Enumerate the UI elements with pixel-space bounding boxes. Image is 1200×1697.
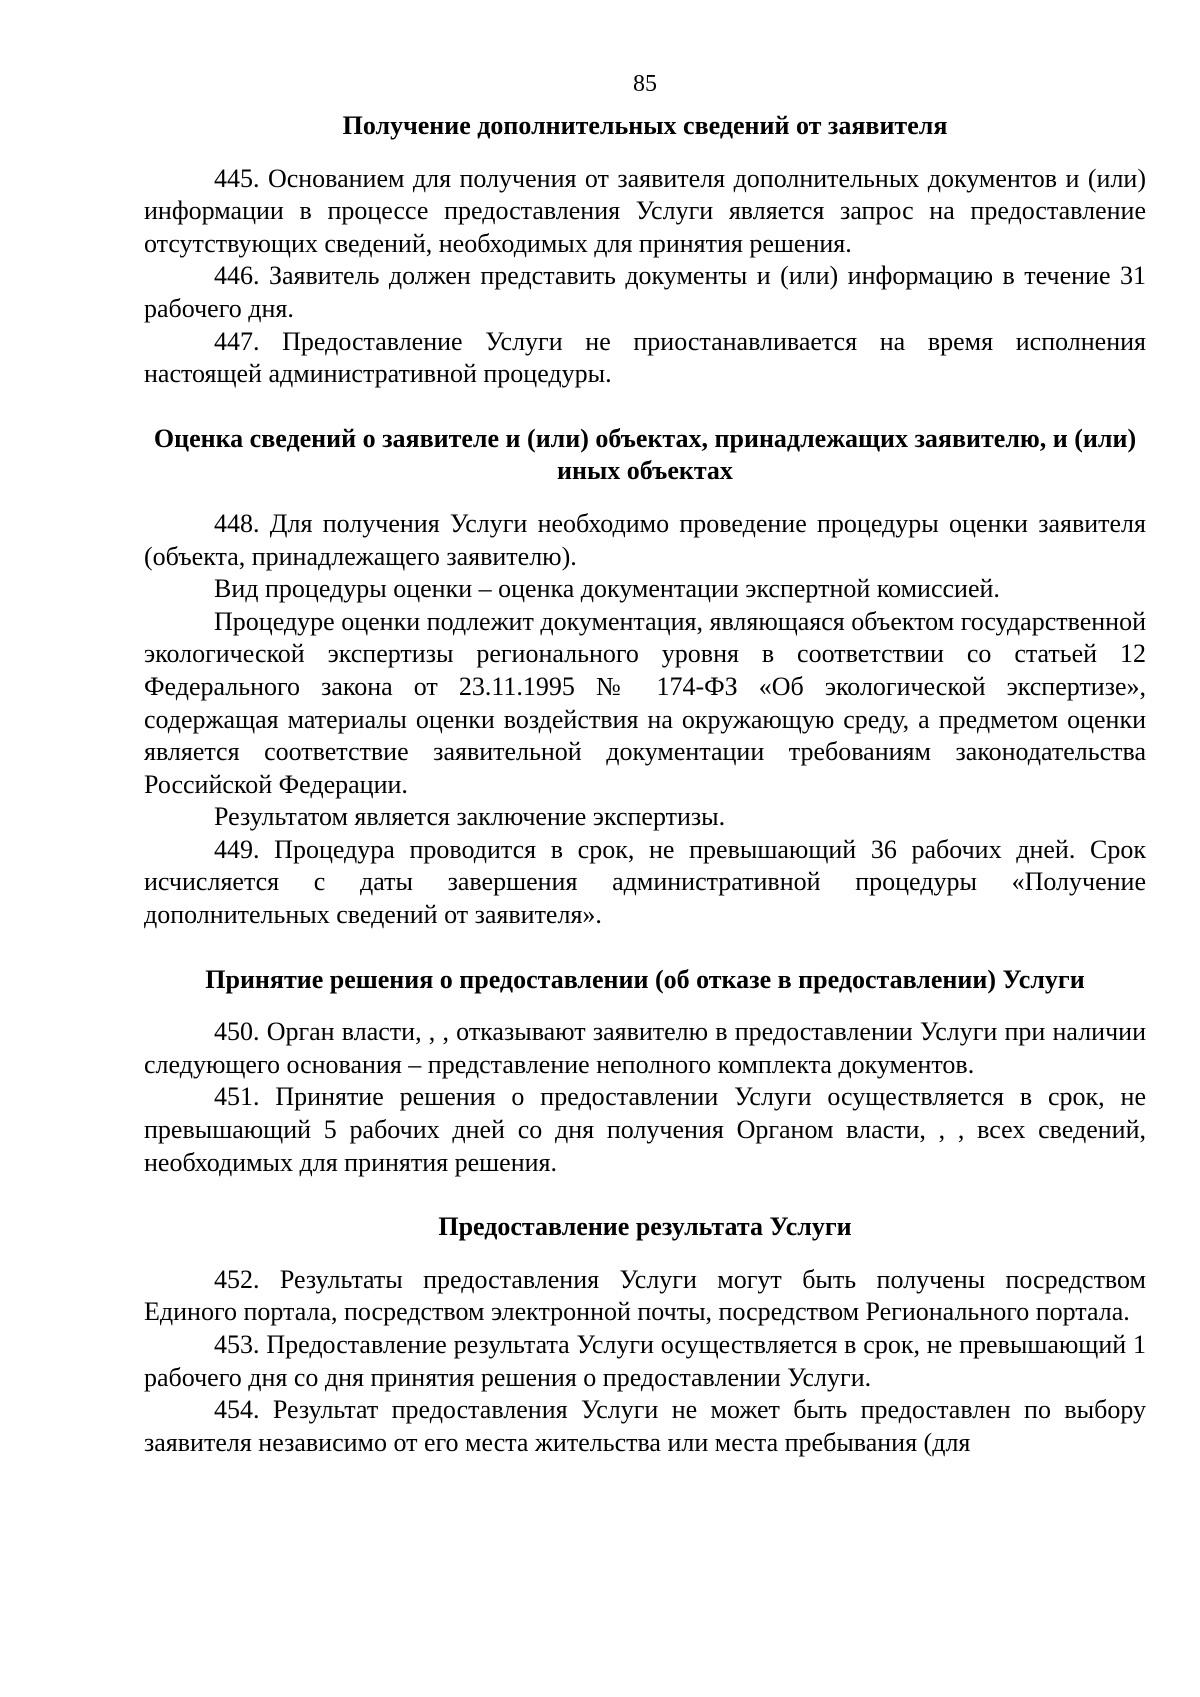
section-heading: Оценка сведений о заявителе и (или) объектах, принадлежащих заявителю, и (или) иных объектах (153, 423, 1137, 486)
paragraph: 452. Результаты предоставления Услуги могут быть получены посредством Единого портала, посредством электронной почты, посредством Регионального портала. (144, 1264, 1146, 1327)
paragraph: 449. Процедура проводится в срок, не превышающий 36 рабочих дней. Срок исчисляется с даты завершения административной процедуры «Получение дополнительных сведений от заявителя». (144, 834, 1146, 930)
section-assessment (144, 423, 1146, 932)
paragraph: 450. Орган власти, , , отказывают заявителю в предоставлении Услуги при наличии следующего основания – представление неполного комплекта документов. (144, 1017, 1146, 1079)
section-additional-info (144, 110, 1146, 391)
section-heading: Получение дополнительных сведений от заявителя (342, 111, 948, 140)
page-number: 85 (633, 71, 657, 97)
paragraph: Результатом является заключение экспертизы. (214, 802, 726, 832)
paragraph: Процедуре оценки подлежит документация, являющаяся объектом государственной экологической экспертизы регионального уровня в соответствии со статьей 12 Федерального закона от 23.11.1995 № 174-ФЗ «Об экологической экспертизе», содержащая материалы оценки воздействия на окружающую среду, а предметом оценки является соответствие заявительной документации требованиям законодательства Российской Федерации. (144, 606, 1146, 799)
section-heading: Принятие решения о предоставлении (об отказе в предоставлении) Услуги (205, 964, 1085, 994)
section-heading: Предоставление результата Услуги (438, 1212, 852, 1242)
paragraph: Вид процедуры оценки – оценка документации экспертной комиссией. (214, 574, 1000, 604)
paragraph: 447. Предоставление Услуги не приостанавливается на время исполнения настоящей административной процедуры. (144, 326, 1146, 389)
section-decision (144, 964, 1146, 1180)
paragraph: 451. Принятие решения о предоставлении Услуги осуществляется в срок, не превышающий 5 рабочих дней со дня получения Органом власти, , , всех сведений, необходимых для принятия решения. (144, 1082, 1146, 1177)
document-page (144, 68, 1146, 1459)
paragraph: 445. Основанием для получения от заявителя дополнительных документов и (или) информации в процессе предоставления Услуги является запрос на предоставление отсутствующих сведений, необходимых для принятия решения. (144, 163, 1146, 258)
paragraph: 448. Для получения Услуги необходимо проведение процедуры оценки заявителя (объекта, принадлежащего заявителю). (144, 508, 1146, 571)
paragraph: 446. Заявитель должен представить документы и (или) информацию в течение 31 рабочего дня. (144, 261, 1146, 323)
paragraph: 453. Предоставление результата Услуги осуществляется в срок, не превышающий 1 рабочего дня со дня принятия решения о предоставлении Услуги. (144, 1330, 1146, 1392)
paragraph: 454. Результат предоставления Услуги не может быть предоставлен по выбору заявителя независимо от его места жительства или места пребывания (для (144, 1395, 1146, 1457)
section-result (144, 1211, 1146, 1459)
